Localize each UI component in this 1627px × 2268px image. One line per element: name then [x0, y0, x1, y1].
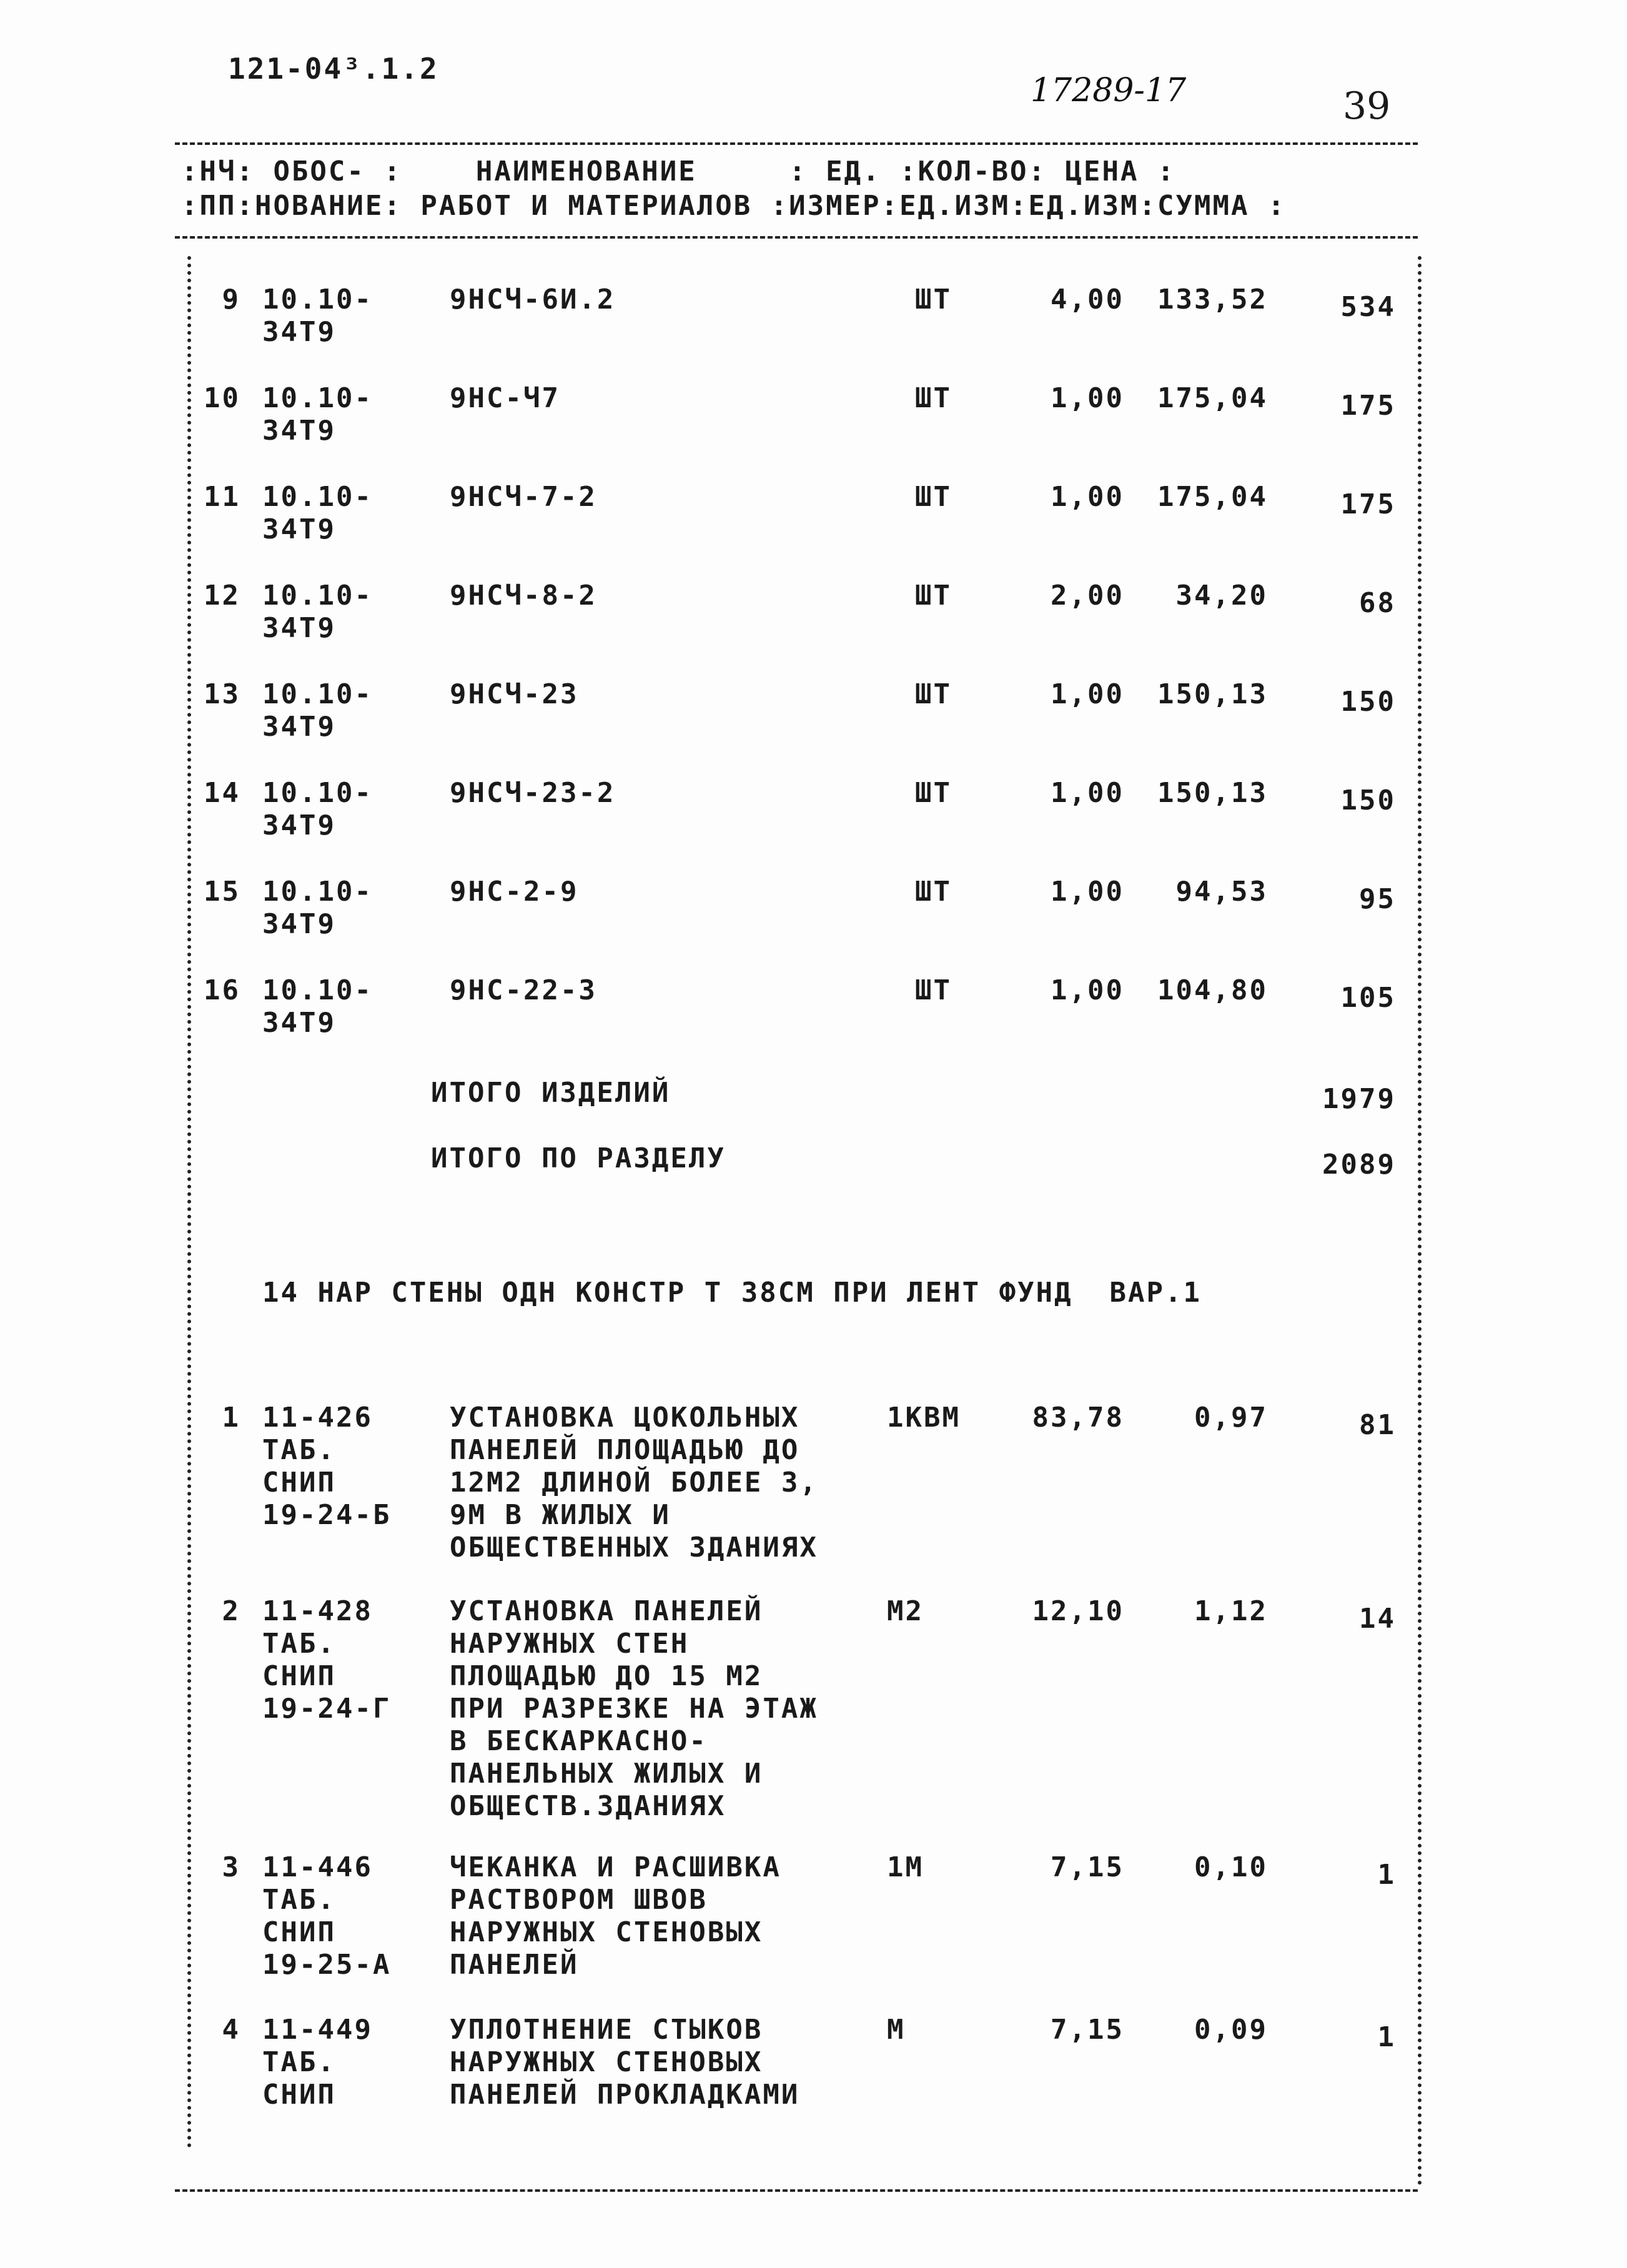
- section-row-qty: 7,15: [1051, 2014, 1124, 2046]
- bottom-rule: [175, 2189, 1418, 2192]
- section-row-sum: 14: [1359, 1603, 1396, 1635]
- row-name: 9НСЧ-7-2: [450, 481, 597, 513]
- section-row-code: ТАБ.: [262, 1628, 336, 1660]
- row-name: 9НСЧ-6И.2: [450, 284, 616, 315]
- row-code: 10.10-: [262, 580, 373, 612]
- row-price: 34,20: [1175, 580, 1268, 612]
- row-sum: 68: [1359, 587, 1396, 619]
- row-qty: 4,00: [1051, 284, 1124, 315]
- row-unit: ШТ: [915, 382, 952, 414]
- row-name: 9НС-22-3: [450, 974, 597, 1006]
- right-border: [1418, 256, 1422, 2186]
- row-price: 175,04: [1157, 382, 1268, 414]
- section-row-name: УСТАНОВКА ЦОКОЛЬНЫХ: [450, 1402, 800, 1434]
- row-unit: ШТ: [915, 678, 952, 710]
- section-row-number: 1: [222, 1402, 240, 1434]
- section-row-code: 11-428: [262, 1595, 373, 1627]
- row-code-line2: 34Т9: [262, 1007, 336, 1039]
- top-rule: [175, 142, 1418, 145]
- section-row-code: 19-25-А: [262, 1949, 392, 1981]
- row-sum: 534: [1340, 291, 1396, 323]
- header-row-2: :ПП:НОВАНИЕ: РАБОТ И МАТЕРИАЛОВ :ИЗМЕР:ЕД.ИЗМ:ЕД.ИЗМ:СУММА :: [181, 190, 1287, 222]
- section-row-unit: М2: [887, 1595, 924, 1627]
- row-unit: ШТ: [915, 974, 952, 1006]
- section-row-code: 11-446: [262, 1851, 373, 1883]
- section-row-name: НАРУЖНЫХ СТЕНОВЫХ: [450, 2046, 763, 2078]
- section-row-sum: 1: [1377, 2021, 1396, 2053]
- section-row-name: УПЛОТНЕНИЕ СТЫКОВ: [450, 2014, 763, 2046]
- section-row-sum: 1: [1377, 1859, 1396, 1891]
- row-number: 13: [204, 678, 240, 710]
- row-number: 14: [204, 777, 240, 809]
- section-row-code: ТАБ.: [262, 2046, 336, 2078]
- section-row-sum: 81: [1359, 1409, 1396, 1441]
- row-code: 10.10-: [262, 777, 373, 809]
- handwritten-number: 17289-17: [1031, 72, 1187, 109]
- section-row-code: ТАБ.: [262, 1884, 336, 1916]
- section-row-name: НАРУЖНЫХ СТЕН: [450, 1628, 690, 1660]
- row-name: 9НС-Ч7: [450, 382, 560, 414]
- section-row-code: СНИП: [262, 2079, 336, 2111]
- section-row-number: 3: [222, 1851, 240, 1883]
- section-row-name: ПРИ РАЗРЕЗКЕ НА ЭТАЖ: [450, 1693, 818, 1725]
- section-row-code: 19-24-Г: [262, 1693, 392, 1725]
- section-row-unit: М: [887, 2014, 906, 2046]
- row-code: 10.10-: [262, 876, 373, 908]
- row-price: 150,13: [1157, 777, 1268, 809]
- section-row-name: ПАНЕЛЕЙ ПРОКЛАДКАМИ: [450, 2079, 800, 2111]
- row-number: 9: [222, 284, 240, 315]
- row-number: 15: [204, 876, 240, 908]
- row-name: 9НСЧ-23-2: [450, 777, 616, 809]
- section-row-qty: 7,15: [1051, 1851, 1124, 1883]
- section-row-code: ТАБ.: [262, 1434, 336, 1466]
- section-row-price: 0,10: [1194, 1851, 1268, 1883]
- row-qty: 2,00: [1051, 580, 1124, 612]
- total-items-value: 1979: [1322, 1083, 1396, 1115]
- section-row-qty: 83,78: [1032, 1402, 1124, 1434]
- row-qty: 1,00: [1051, 974, 1124, 1006]
- page-number: 39: [1343, 84, 1391, 128]
- section-row-name: В БЕСКАРКАСНО-: [450, 1725, 708, 1757]
- section-row-name: УСТАНОВКА ПАНЕЛЕЙ: [450, 1595, 763, 1627]
- section-row-qty: 12,10: [1032, 1595, 1124, 1627]
- section-row-name: ПЛОЩАДЬЮ ДО 15 М2: [450, 1660, 763, 1692]
- row-name: 9НС-2-9: [450, 876, 579, 908]
- row-qty: 1,00: [1051, 678, 1124, 710]
- section-row-price: 1,12: [1194, 1595, 1268, 1627]
- section-row-code: СНИП: [262, 1916, 336, 1948]
- section-title: 14 НАР СТЕНЫ ОДН КОНСТР Т 38СМ ПРИ ЛЕНТ ФУНД ВАР.1: [262, 1277, 1202, 1309]
- section-row-code: 11-426: [262, 1402, 373, 1434]
- row-qty: 1,00: [1051, 876, 1124, 908]
- section-row-name: ОБЩЕСТВЕННЫХ ЗДАНИЯХ: [450, 1532, 818, 1563]
- row-code-line2: 34Т9: [262, 316, 336, 348]
- row-number: 10: [204, 382, 240, 414]
- section-row-name: ПАНЕЛЕЙ ПЛОЩАДЬЮ ДО: [450, 1434, 800, 1466]
- section-row-name: ПАНЕЛЬНЫХ ЖИЛЫХ И: [450, 1758, 763, 1790]
- total-section-label: ИТОГО ПО РАЗДЕЛУ: [431, 1142, 726, 1174]
- row-code: 10.10-: [262, 678, 373, 710]
- row-code: 10.10-: [262, 974, 373, 1006]
- row-sum: 150: [1340, 785, 1396, 816]
- total-items-label: ИТОГО ИЗДЕЛИЙ: [431, 1077, 671, 1109]
- section-row-name: РАСТВОРОМ ШВОВ: [450, 1884, 708, 1916]
- row-unit: ШТ: [915, 876, 952, 908]
- row-number: 16: [204, 974, 240, 1006]
- row-price: 133,52: [1157, 284, 1268, 315]
- row-unit: ШТ: [915, 777, 952, 809]
- row-sum: 105: [1340, 982, 1396, 1014]
- section-row-code: СНИП: [262, 1467, 336, 1498]
- row-sum: 175: [1340, 488, 1396, 520]
- row-code-line2: 34Т9: [262, 513, 336, 545]
- row-price: 94,53: [1175, 876, 1268, 908]
- row-price: 104,80: [1157, 974, 1268, 1006]
- row-sum: 150: [1340, 686, 1396, 718]
- header-row-1: :НЧ: ОБОС- : НАИМЕНОВАНИЕ : ЕД. :КОЛ-ВО: ЦЕНА :: [181, 156, 1176, 187]
- section-row-code: 11-449: [262, 2014, 373, 2046]
- row-number: 11: [204, 481, 240, 513]
- row-qty: 1,00: [1051, 777, 1124, 809]
- row-price: 150,13: [1157, 678, 1268, 710]
- row-sum: 175: [1340, 390, 1396, 422]
- row-name: 9НСЧ-23: [450, 678, 579, 710]
- row-code: 10.10-: [262, 481, 373, 513]
- row-number: 12: [204, 580, 240, 612]
- row-qty: 1,00: [1051, 382, 1124, 414]
- row-unit: ШТ: [915, 481, 952, 513]
- section-row-name: ОБЩЕСТВ.ЗДАНИЯХ: [450, 1790, 726, 1822]
- section-row-name: ЧЕКАНКА И РАСШИВКА: [450, 1851, 781, 1883]
- total-section-value: 2089: [1322, 1149, 1396, 1181]
- row-code-line2: 34Т9: [262, 415, 336, 447]
- header-rule: [175, 236, 1418, 239]
- row-code-line2: 34Т9: [262, 612, 336, 644]
- row-code: 10.10-: [262, 284, 373, 315]
- row-unit: ШТ: [915, 284, 952, 315]
- row-code-line2: 34Т9: [262, 908, 336, 940]
- section-row-number: 2: [222, 1595, 240, 1627]
- row-code-line2: 34Т9: [262, 810, 336, 841]
- section-row-name: ПАНЕЛЕЙ: [450, 1949, 579, 1981]
- row-code: 10.10-: [262, 382, 373, 414]
- doc-code: 121-04³.1.2: [228, 52, 439, 86]
- section-row-price: 0,97: [1194, 1402, 1268, 1434]
- row-code-line2: 34Т9: [262, 711, 336, 743]
- row-name: 9НСЧ-8-2: [450, 580, 597, 612]
- row-sum: 95: [1359, 883, 1396, 915]
- section-row-price: 0,09: [1194, 2014, 1268, 2046]
- row-qty: 1,00: [1051, 481, 1124, 513]
- section-row-unit: 1М: [887, 1851, 924, 1883]
- section-row-name: 12М2 ДЛИНОЙ БОЛЕЕ 3,: [450, 1467, 818, 1498]
- row-unit: ШТ: [915, 580, 952, 612]
- section-row-code: 19-24-Б: [262, 1499, 392, 1531]
- section-row-unit: 1КВМ: [887, 1402, 961, 1434]
- row-price: 175,04: [1157, 481, 1268, 513]
- section-row-code: СНИП: [262, 1660, 336, 1692]
- section-row-number: 4: [222, 2014, 240, 2046]
- section-row-name: 9М В ЖИЛЫХ И: [450, 1499, 671, 1531]
- section-row-name: НАРУЖНЫХ СТЕНОВЫХ: [450, 1916, 763, 1948]
